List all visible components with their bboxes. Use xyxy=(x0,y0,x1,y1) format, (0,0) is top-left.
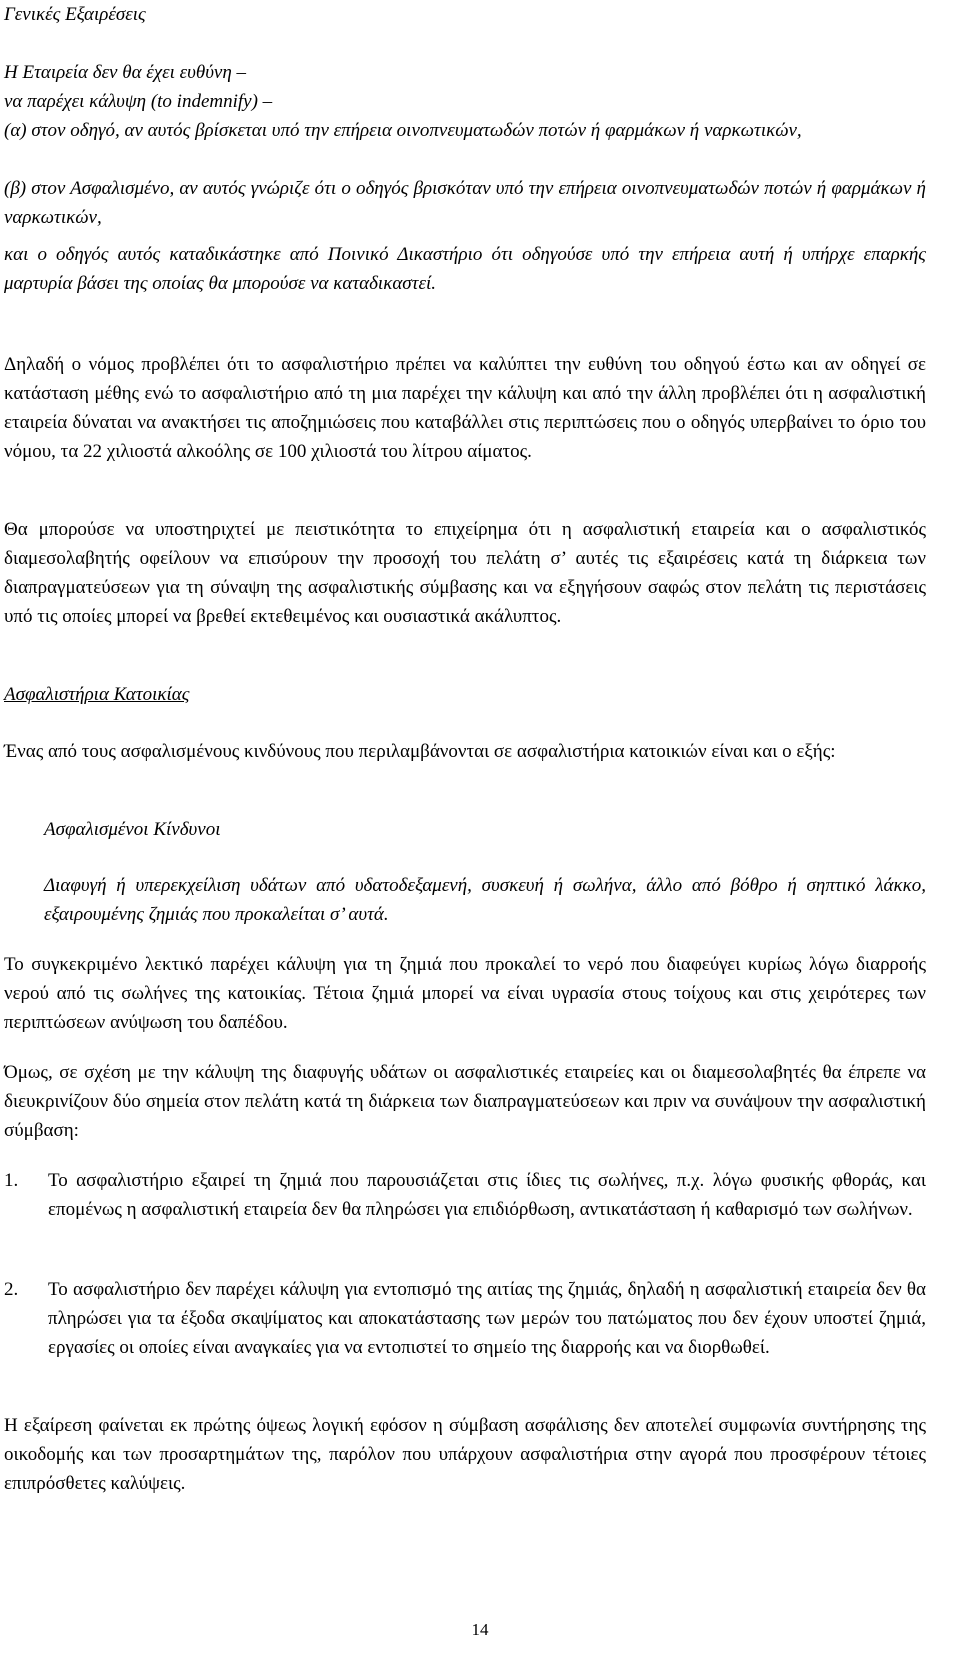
general-exclusions-heading: Γενικές Εξαιρέσεις xyxy=(4,4,146,25)
list-item xyxy=(4,1166,926,1224)
paragraph-coverage: Το συγκεκριμένο λεκτικό παρέχει κάλυψη για τη ζημιά που προκαλεί το νερό που διαφεύγει κυρίως λόγω διαρροής νερού από τις σωλήνες της κατοικίας. Τέτοια ζημιά μπορεί να είναι υγρασία στους τοίχους και στις χειρότερες των περιπτώσεων ανύψωση του δαπέδου. xyxy=(4,954,926,1033)
exclusion-item-a: (α) στον οδηγό, αν αυτός βρίσκεται υπό την επήρεια οινοπνευματωδών ποτών ή φαρμάκων ή ναρκωτικών, xyxy=(4,120,802,141)
exclusion-condition: και ο οδηγός αυτός καταδικάστηκε από Ποινικό Δικαστήριο ότι οδηγούσε υπό την επήρεια αυτή ή υπήρχε επαρκής μαρτυρία βάσει της οποίας θα μπορούσε να καταδικαστεί. xyxy=(4,244,926,294)
paragraph-exclusion-logic: Η εξαίρεση φαίνεται εκ πρώτης όψεως λογική εφόσον η σύμβαση ασφάλισης δεν αποτελεί συμφωνία συντήρησης της οικοδομής και των προσαρτημάτων της, παρόλον που υπάρχουν ασφαλιστήρια στην αγορά που προσφέρουν τέτοιες επιπρόσθετες καλύψεις. xyxy=(4,1415,926,1494)
paragraph-clarification: Όμως, σε σχέση με την κάλυψη της διαφυγής υδάτων οι ασφαλιστικές εταιρείες και οι διαμεσολαβητές θα έπρεπε να διευκρινίζουν δύο σημεία στον πελάτη κατά τη διάρκεια των διαπραγματεύσεων και πριν να συνάψουν την ασφαλιστική σύμβαση: xyxy=(4,1062,926,1141)
home-insurance-heading: Ασφαλιστήρια Κατοικίας xyxy=(4,684,190,705)
paragraph-law: Δηλαδή ο νόμος προβλέπει ότι το ασφαλιστήριο πρέπει να καλύπτει την ευθύνη του οδηγού έστω και αν οδηγεί σε κατάσταση μέθης ενώ το ασφαλιστήριο από τη μια παρέχει την κάλυψη και από την άλλη προβλέπει ότι η ασφαλιστική εταιρεία δύναται να ανακτήσει τις αποζημιώσεις που καταβάλλει στις περιπτώσεις που ο οδηγός υπερβαίνει το όριο του νόμου, τα 22 χιλιοστά αλκοόλης σε 100 χιλιοστά του λίτρου αίματος. xyxy=(4,354,926,462)
list-item-number: 1. xyxy=(4,1170,19,1191)
home-insurance-intro: Ένας από τους ασφαλισμένους κινδύνους που περιλαμβάνονται σε ασφαλιστήρια κατοικιών είναι και ο εξής: xyxy=(4,741,836,762)
page-number: 14 xyxy=(471,1620,489,1639)
paragraph-argument: Θα μπορούσε να υποστηριχτεί με πειστικότητα το επιχείρημα ότι η ασφαλιστική εταιρεία και ο ασφαλιστικός διαμεσολαβητής οφείλουν να επισύρουν την προσοχή του πελάτη σ’ αυτές τις εξαιρέσεις κατά τη διάρκεια των διαπραγματεύσεων για τη σύναψη της ασφαλιστικής σύμβασης και να εξηγήσουν σαφώς στον πελάτη τις περιστάσεις υπό τις οποίες μπορεί να βρεθεί εκτεθειμένος και ουσιαστικά ακάλυπτος. xyxy=(4,519,926,627)
list-item-number: 2. xyxy=(4,1279,19,1300)
insured-risk-text: Διαφυγή ή υπερεκχείλιση υδάτων από υδατοδεξαμενή, συσκευή ή σωλήνα, άλλο από βόθρο ή σηπτικό λάκκο, εξαιρουμένης ζημιάς που προκαλείται σ’ αυτά. xyxy=(44,875,926,925)
list-item xyxy=(4,1275,926,1362)
list-item-text: Το ασφαλιστήριο εξαιρεί τη ζημιά που παρουσιάζεται στις ίδιες τις σωλήνες, π.χ. λόγω φυσικής φθοράς, και επομένως η ασφαλιστική εταιρεία δεν θα πληρώσει για επιδιόρθωση, αντικατάσταση ή καθαρισμό των σωλήνων. xyxy=(48,1170,926,1220)
list-item-text: Το ασφαλιστήριο δεν παρέχει κάλυψη για εντοπισμό της αιτίας της ζημιάς, δηλαδή η ασφαλιστική εταιρεία δεν θα πληρώσει για τα έξοδα σκαψίματος και αποκατάστασης των μερών του πατώματος που δεν έχουν υποστεί ζημιά, εργασίες οι οποίες είναι αναγκαίες για να εντοπιστεί το σημείο της διαρροής και να διορθωθεί. xyxy=(48,1279,926,1358)
intro-line-1: Η Εταιρεία δεν θα έχει ευθύνη – xyxy=(4,62,247,83)
exclusion-item-b: (β) στον Ασφαλισμένο, αν αυτός γνώριζε ότι ο οδηγός βρισκόταν υπό την επήρεια οινοπνευματωδών ποτών ή φαρμάκων ή ναρκωτικών, xyxy=(4,178,926,228)
intro-line-2: να παρέχει κάλυψη (to indemnify) – xyxy=(4,91,273,112)
insured-risks-heading: Ασφαλισμένοι Κίνδυνοι xyxy=(44,819,221,840)
